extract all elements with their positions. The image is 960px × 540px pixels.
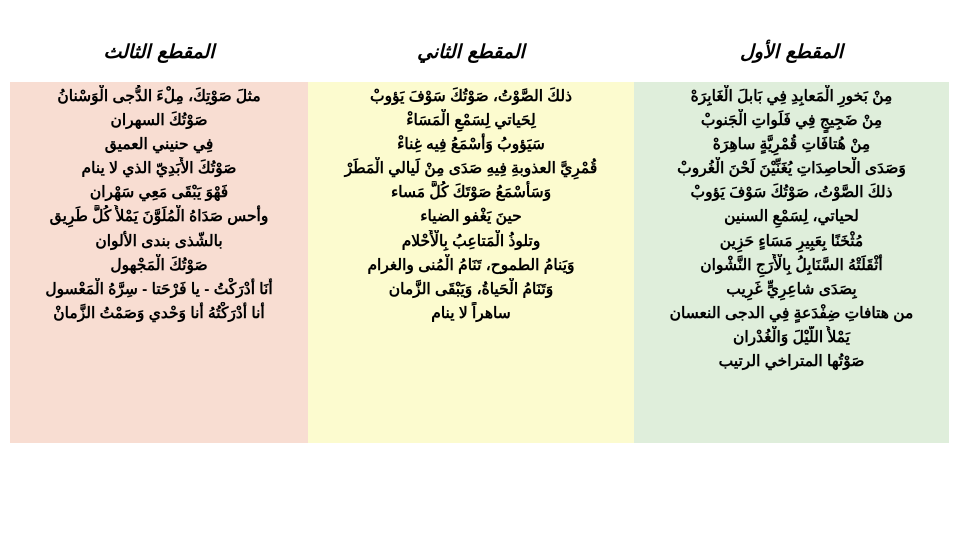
stanza-line: وَتَنَامُ الْحَياةُ، وَيَبْقَى الزَّمان <box>388 280 554 298</box>
stanza-line: ذلكَ الصَّوْتُ، صَوْتُكَ سَوْفَ يَؤوبْ <box>690 184 893 202</box>
stanza-line: فِي حنيني العميق <box>104 136 214 154</box>
stanza-line: قُمْرِيَّ العذوبةِ فِيهِ صَدَى مِنْ لَيالي الْمَطَرْ <box>344 160 598 178</box>
heading-third-stanza: المقطع الثالث <box>103 41 215 63</box>
stanza-line: يَمْلأُ اللَّيْلَ وَالْغُدْران <box>732 328 850 346</box>
heading-first-stanza: المقطع الأول <box>739 41 844 63</box>
stanza-line: أنا أَدْرَكْتُهُ أَنا وَحْدي وَصَمْتُ الزَّمانْ <box>53 304 265 322</box>
stanza-line: أَثْقَلَتْهُ السَّنَابِلُ بِالْأَرَجِ النَّشْوان <box>700 256 883 274</box>
heading-second-stanza: المقطع الثاني <box>417 41 525 63</box>
stanza-line: وَيَنامُ الطموح، تَنَامُ الْمُنى والغرام <box>367 256 575 274</box>
stanza-line: صَوْتُكَ الأَبَدِيّ الذي لا ينام <box>81 160 237 178</box>
stanza-line: من هتافاتِ ضِفْدَعةٍ فِي الدجى النعسان <box>669 304 914 322</box>
stanza-line: صَوْتُكَ السهران <box>110 112 208 130</box>
third-stanza-column <box>10 82 308 443</box>
stanza-line: مِنْ ضَجِيجٍ فِي فَلَواتِ الْجَنوبْ <box>700 112 883 130</box>
stanza-line: ساهراً لا ينام <box>431 304 511 322</box>
first-stanza-column <box>634 82 949 443</box>
stanza-line: بِصَدَى شاعِرِيٍّ غَرِيب <box>726 280 857 298</box>
stanza-line: أَنَا أَدْرَكْتُ - يا فَرْحَتا - سِرَّهُ الْمَعْسول <box>45 280 273 298</box>
stanza-line: فَهْوَ يَبْقَى مَعِي سَهْران <box>89 184 229 202</box>
stanza-line: حينَ يَغْفو الضياء <box>420 208 522 226</box>
stanza-line: وأحس صَدَاهُ الْمُلَوَّنَ يَمْلأُ كُلَّ طَرِيق <box>49 208 269 226</box>
stanza-line: مثلَ صَوْتِكَ، مِلْءَ الدُّجى الْوَسْنانُ <box>57 88 261 105</box>
stanza-line: ذلكَ الصَّوْتُ، صَوْتُكَ سَوْفَ يَؤوبْ <box>370 88 572 105</box>
stanza-line: مِنْ بَخورِ الْمَعابِدِ فِي بَابلَ الْغَابِرَهْ <box>690 88 893 105</box>
stanza-line: بالشّذى بندى الألوان <box>95 232 223 250</box>
stanza-line: وتلوذُ الْمَتاعِبُ بِالْأَحْلام <box>401 232 541 250</box>
stanza-line: وَصَدَى الْحاصِدَاتِ يُغَنِّيْنَ لَحْنَ الْغُروبْ <box>677 160 906 178</box>
stanza-line: وَسَأَسْمَعُ صَوْتَكَ كُلَّ مَساء <box>390 184 552 202</box>
stanza-line: صَوْتُها المتراخي الرتيب <box>718 353 865 371</box>
stanza-line: مُثْخَنًا بِعَبِيرِ مَسَاءٍ حَزِين <box>719 232 864 250</box>
stanza-line: لِحَياتي لِسَمْعِ الْمَسَاءْ <box>406 112 536 130</box>
stanza-line: صَوْتُكَ الْمَجْهول <box>110 256 208 274</box>
stanza-line: سَيَؤوبُ وَأَسْمَعُ فِيه غِناءْ <box>397 136 545 154</box>
stanza-line: لحياتي، لِسَمْعِ السنين <box>724 208 859 226</box>
stanza-line: مِنْ هُتافَاتِ قُمْرِيَّةٍ ساهِرَهْ <box>712 136 871 154</box>
second-stanza-column <box>308 82 634 443</box>
